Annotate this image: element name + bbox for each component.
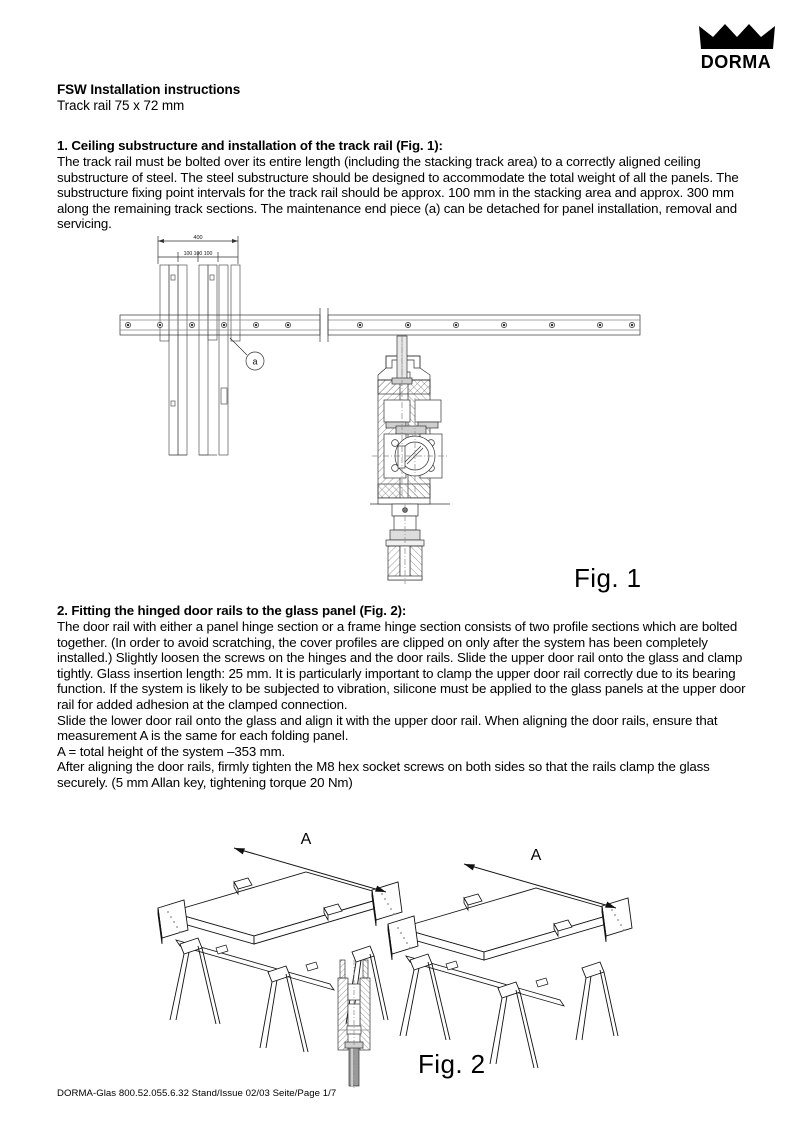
- section-2-body-3: A = total height of the system –353 mm.: [57, 743, 286, 759]
- document-header: [57, 82, 757, 114]
- section-1-heading: 1. Ceiling substructure and installation of the track rail (Fig. 1):: [57, 138, 443, 153]
- dorma-wordmark: DORMA: [700, 52, 772, 72]
- track-rail: [120, 308, 640, 342]
- section-2-heading: 2. Fitting the hinged door rails to the glass panel (Fig. 2):: [57, 603, 407, 618]
- section-1-body: The track rail must be bolted over its entire length (including the stacking track area) to a correctly aligned ceiling substructure of steel. The steel substructure should be designed to accommodate the total weight of all the panels. The substructure fixing point intervals for the track rail should be approx. 100 mm in the stacking area and approx. 300 mm along the remaining track sections. The maintenance end piece (a) can be detached for panel installation, removal and servicing.: [57, 154, 739, 232]
- dimension-label-400: 400: [193, 235, 203, 241]
- callout-a: [230, 338, 264, 370]
- section-hinged-door-rails: [57, 603, 749, 791]
- figure-1-caption: Fig. 1: [574, 563, 642, 593]
- carriage-cross-section: [370, 336, 450, 516]
- page-title: FSW Installation instructions: [57, 82, 241, 97]
- section-2-body: The door rail with either a panel hinge section or a frame hinge section consists of two profile sections which are bolted together. (In order to avoid scratching, the cover profiles are clipped on only after the system has been completely installed.) Slightly loosen the screws on the hinges and the door rails. Slide the upper door rail onto the glass and clamp tightly. Glass insertion length: 25 mm. It is particularly important to clamp the upper door rail correctly due to its bearing function. If the system is likely to be subjected to vibration, silicone must be applied to the glass panels at the upper door rail for added adhesion at the clamped connection.: [57, 619, 746, 713]
- dorma-logo: [698, 22, 784, 72]
- fixing-points: [125, 322, 634, 327]
- figure-2-caption: Fig. 2: [418, 1049, 486, 1079]
- pendant-bolt-assembly: [386, 504, 424, 584]
- stacking-panels: [160, 265, 240, 455]
- dimension-label-A-right: A: [530, 847, 542, 864]
- door-rail-cross-section: [338, 960, 370, 1088]
- section-ceiling-substructure: [57, 138, 749, 232]
- figure-2-door-rail-fitting-drawing: [150, 812, 650, 1080]
- page-subtitle: Track rail 75 x 72 mm: [57, 98, 185, 113]
- dimension-label-A-left: A: [300, 831, 312, 848]
- callout-label-a: a: [252, 356, 258, 367]
- page-footer: DORMA-Glas 800.52.055.6.32 Stand/Issue 02/03 Seite/Page 1/7: [57, 1088, 337, 1099]
- figure2-right-assembly: [388, 888, 632, 1068]
- dimension-label-intervals: 100 100 100: [183, 251, 213, 257]
- section-2-body-2: Slide the lower door rail onto the glass and align it with the upper door rail. When aligning the door rails, ensure that measurement A is the same for each folding panel.: [57, 712, 718, 744]
- section-2-body-4: After aligning the door rails, firmly tighten the M8 hex socket screws on both sides so that the rails clamp the glass securely. (5 mm Allan key, tightening torque 20 Nm): [57, 759, 710, 791]
- dorma-crown-icon: [698, 22, 784, 72]
- figure-1-track-rail-drawing: [120, 228, 680, 558]
